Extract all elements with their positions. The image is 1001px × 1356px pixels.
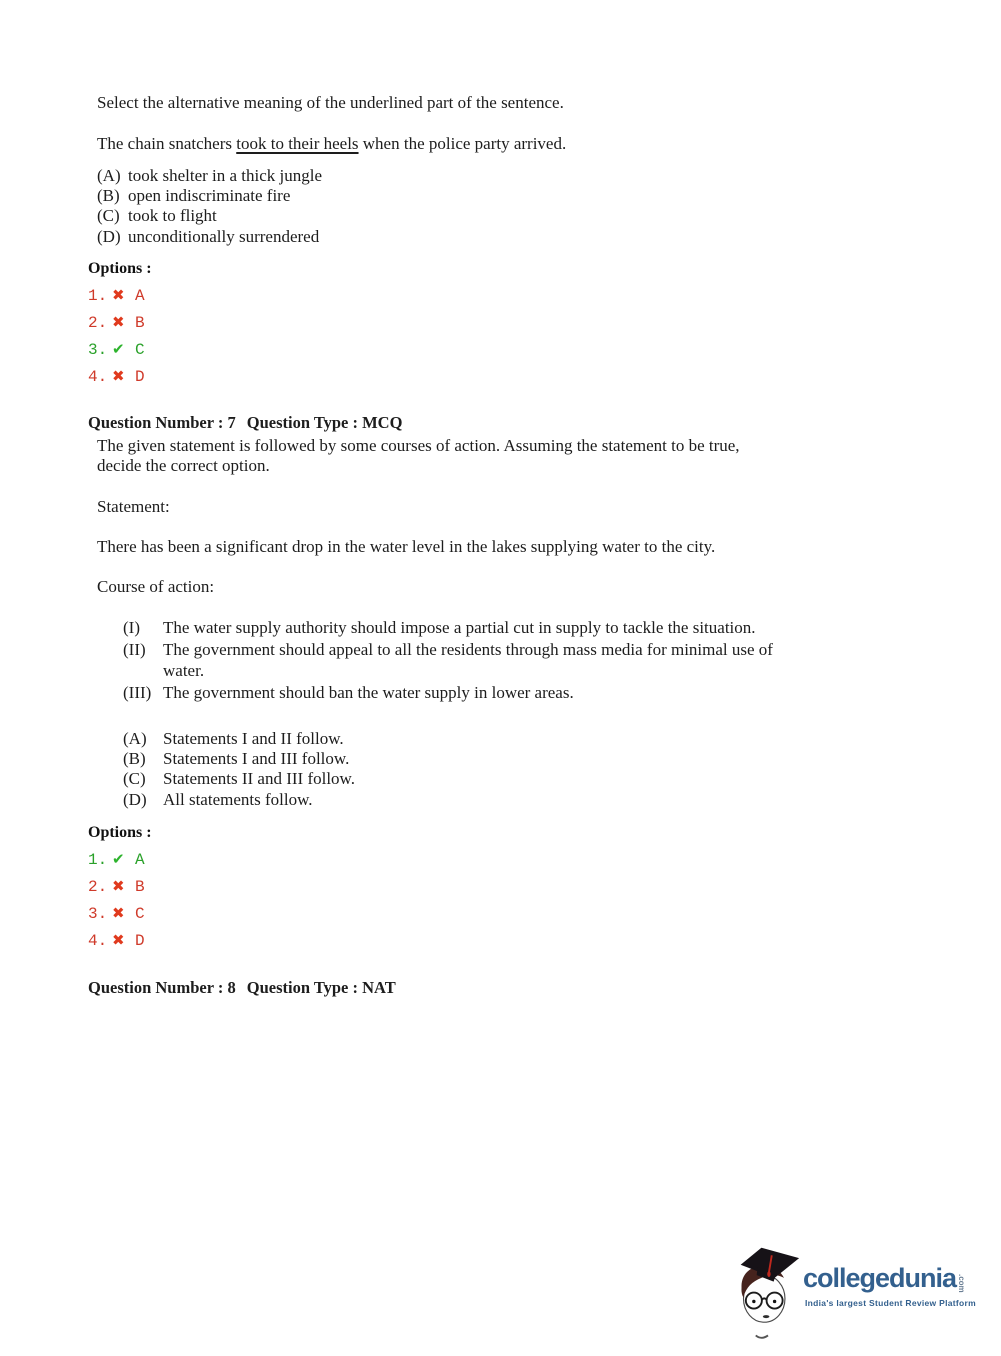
options-header: Options :: [88, 824, 152, 841]
choice-text: open indiscriminate fire: [128, 186, 291, 206]
choice-text: took shelter in a thick jungle: [128, 166, 323, 185]
answer-option-row: [88, 313, 152, 332]
option-number: 2.: [88, 313, 108, 332]
cross-icon: ✖: [112, 904, 125, 922]
check-icon: ✔: [112, 340, 125, 358]
option-letter: B: [135, 877, 145, 896]
question-type-label: Question Type : MCQ: [246, 413, 403, 432]
answer-option-row: [88, 286, 152, 305]
cross-icon: ✖: [112, 931, 125, 949]
brand-wordmark: collegedunia: [803, 1263, 957, 1293]
choice-row: [123, 790, 355, 810]
brand-domain-suffix: .com: [957, 1274, 966, 1293]
choice-row: [97, 227, 322, 247]
option-number: 4.: [88, 367, 108, 386]
choice-text: All statements follow.: [163, 789, 313, 809]
course-of-action-row: [123, 618, 793, 638]
choice-label: (D): [123, 789, 147, 809]
answer-option-row: [88, 931, 152, 950]
choice-label: (D): [97, 226, 121, 246]
choice-row: [97, 206, 322, 226]
choice-row: [97, 186, 322, 206]
option-letter: C: [135, 904, 145, 923]
choice-row: [123, 769, 355, 789]
option-letter: A: [135, 286, 145, 305]
choice-label: (C): [97, 206, 120, 226]
choice-text: Statements II and III follow.: [163, 769, 355, 789]
choice-row: [123, 729, 355, 749]
q8-header: [88, 978, 396, 997]
answer-option-row: [88, 850, 152, 869]
q7-statement-heading: Statement:: [97, 497, 170, 516]
course-text: The government should ban the water supply in lower areas.: [163, 683, 574, 703]
question-number-label: Question Number : 8: [88, 978, 236, 997]
q6-options-block: [88, 259, 152, 386]
choice-row: [97, 166, 322, 186]
q7-courses: [123, 616, 793, 704]
course-text: The water supply authority should impose a partial cut in supply to tackle the situation.: [163, 618, 756, 637]
cross-icon: ✖: [112, 877, 125, 895]
check-icon: ✔: [112, 850, 125, 868]
q7-intro: The given statement is followed by some courses of action. Assuming the statement to be true, decide the correct option.: [97, 436, 740, 476]
choice-text: Statements I and III follow.: [163, 749, 350, 769]
option-letter: B: [135, 313, 145, 332]
choice-label: (B): [97, 186, 120, 206]
course-of-action-row: [123, 683, 793, 703]
course-label: (II): [123, 640, 146, 660]
underlined-phrase: took to their heels: [236, 134, 359, 153]
option-number: 1.: [88, 850, 108, 869]
course-text: The government should appeal to all the residents through mass media for minimal use of water.: [163, 640, 773, 680]
brand-tagline: India's largest Student Review Platform: [805, 1298, 977, 1308]
choice-text: unconditionally surrendered: [128, 226, 320, 246]
choice-text: Statements I and II follow.: [163, 729, 344, 748]
option-number: 1.: [88, 286, 108, 305]
option-letter: A: [135, 850, 145, 869]
course-label: (I): [123, 618, 140, 637]
q6-choices: [97, 166, 322, 247]
collegedunia-logo: [735, 1243, 985, 1348]
q7-statement-text: There has been a significant drop in the water level in the lakes supplying water to the city.: [97, 537, 716, 556]
choice-label: (C): [123, 769, 146, 789]
choice-text: took to flight: [128, 206, 217, 226]
question-type-label: Question Type : NAT: [246, 978, 396, 997]
q6-instruction: Select the alternative meaning of the underlined part of the sentence.: [97, 93, 564, 112]
q6-sentence: [97, 134, 566, 154]
course-label: (III): [123, 683, 152, 703]
sentence-suffix: when the police party arrived.: [358, 134, 567, 153]
answer-option-row: [88, 367, 152, 386]
option-letter: D: [135, 931, 145, 950]
cross-icon: ✖: [112, 286, 125, 304]
option-number: 4.: [88, 931, 108, 950]
option-number: 2.: [88, 877, 108, 896]
cross-icon: ✖: [112, 367, 125, 385]
q7-course-heading: Course of action:: [97, 577, 215, 596]
sentence-prefix: The chain snatchers: [97, 134, 237, 153]
option-letter: C: [135, 340, 145, 359]
options-header: Options :: [88, 260, 152, 277]
course-of-action-row: [123, 640, 793, 681]
choice-label: (A): [97, 166, 121, 185]
answer-option-row: [88, 904, 152, 923]
cross-icon: ✖: [112, 313, 125, 331]
answer-option-row: [88, 340, 152, 359]
graduate-mascot-icon: [735, 1243, 801, 1343]
q7-options-block: [88, 823, 152, 950]
question-number-label: Question Number : 7: [88, 413, 236, 432]
option-number: 3.: [88, 904, 108, 923]
choice-row: [123, 749, 355, 769]
q7-choices: [123, 729, 355, 810]
option-number: 3.: [88, 340, 108, 359]
choice-label: (B): [123, 749, 146, 769]
q7-header: [88, 413, 402, 432]
option-letter: D: [135, 367, 145, 386]
answer-option-row: [88, 877, 152, 896]
choice-label: (A): [123, 729, 147, 748]
